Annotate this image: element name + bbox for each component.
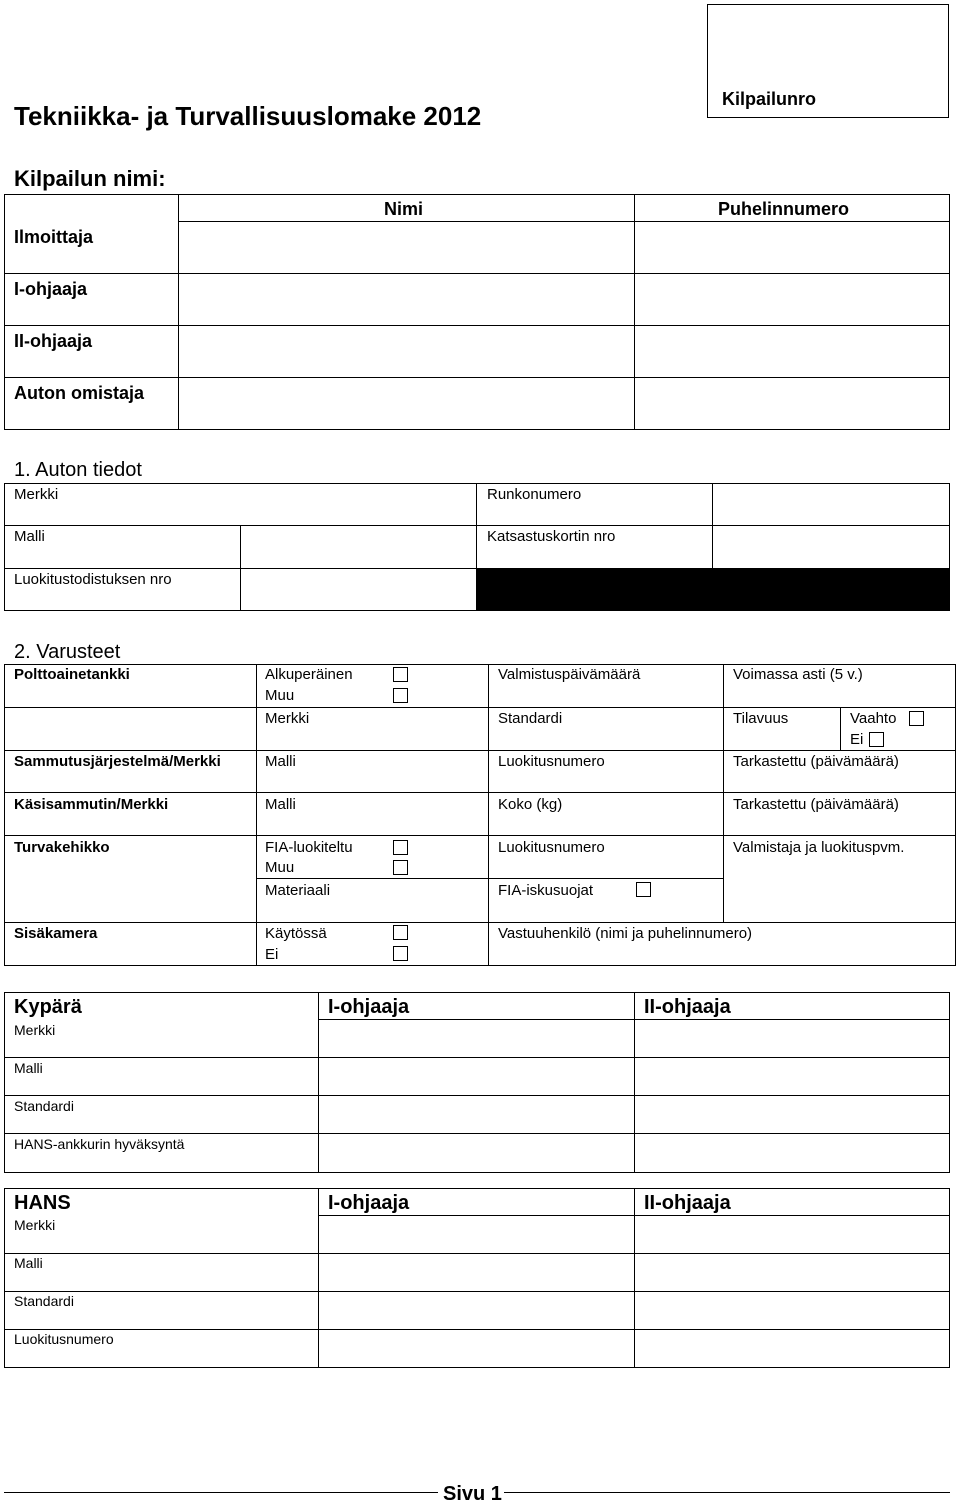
helmet-heading: Kypärä	[14, 996, 82, 1018]
fuel-tank-volume-label: Tilavuus	[733, 710, 789, 727]
hans-driver-header: I-ohjaaja	[328, 1192, 410, 1214]
hans-row-label: Luokitusnumero	[14, 1331, 114, 1347]
helmet-row-label: Standardi	[14, 1098, 74, 1114]
page-title: Tekniikka- ja Turvallisuuslomake 2012	[14, 101, 482, 131]
extinguisher-system-label: Sammutusjärjestelmä/Merkki	[14, 753, 221, 770]
car-brand-label: Merkki	[14, 486, 59, 503]
car-homologation-label: Luokitustodistuksen nro	[14, 571, 172, 588]
footer-rule-left	[4, 1492, 438, 1493]
hand-extinguisher-checked-label: Tarkastettu (päivämäärä)	[733, 796, 899, 813]
hans-heading: HANS	[14, 1192, 71, 1214]
hans-row-label: Malli	[14, 1255, 43, 1271]
camera-in-use-label: Käytössä	[265, 925, 327, 942]
camera-no-label: Ei	[265, 946, 279, 963]
foam-label: Vaahto	[850, 710, 897, 727]
fuel-tank-other-checkbox[interactable]	[393, 688, 408, 703]
persons-col-phone: Puhelinnumero	[718, 199, 850, 219]
fuel-tank-label: Polttoainetankki	[14, 666, 130, 683]
foam-yes-checkbox[interactable]	[909, 711, 924, 726]
hand-extinguisher-label: Käsisammutin/Merkki	[14, 796, 169, 813]
car-inspection-label: Katsastuskortin nro	[487, 528, 616, 545]
race-name-label: Kilpailun nimi:	[14, 166, 166, 191]
foam-no-checkbox[interactable]	[869, 732, 884, 747]
fuel-tank-brand-label: Merkki	[265, 710, 310, 727]
manufacture-date-label: Valmistuspäivämäärä	[498, 666, 641, 683]
car-section-heading: 1. Auton tiedot	[14, 459, 142, 481]
persons-col-name: Nimi	[384, 199, 424, 219]
helmet-row-label: HANS-ankkurin hyväksyntä	[14, 1136, 185, 1152]
race-number-label: Kilpailunro	[722, 89, 816, 109]
hand-extinguisher-model-label: Malli	[265, 796, 296, 813]
fuel-tank-original-checkbox[interactable]	[393, 667, 408, 682]
extinguisher-system-homologation-label: Luokitusnumero	[498, 753, 605, 770]
roll-cage-manufacturer-label: Valmistaja ja luokituspvm.	[733, 839, 905, 856]
camera-in-use-checkbox[interactable]	[393, 925, 408, 940]
roll-cage-material-label: Materiaali	[265, 882, 331, 899]
foam-no-label: Ei	[850, 731, 864, 748]
roll-cage-label: Turvakehikko	[14, 839, 110, 856]
helmet-row-label: Merkki	[14, 1022, 56, 1038]
fia-padding-label: FIA-iskusuojat	[498, 882, 594, 899]
valid-until-label: Voimassa asti (5 v.)	[733, 666, 863, 683]
car-chassis-label: Runkonumero	[487, 486, 582, 503]
fuel-tank-other-label: Muu	[265, 687, 295, 704]
person-row-label: I-ohjaaja	[14, 279, 88, 299]
extinguisher-system-model-label: Malli	[265, 753, 296, 770]
helmet-driver-header: I-ohjaaja	[328, 996, 410, 1018]
hans-row-label: Standardi	[14, 1293, 74, 1309]
roll-cage-other-checkbox[interactable]	[393, 860, 408, 875]
roll-cage-homologation-label: Luokitusnumero	[498, 839, 605, 856]
fia-padding-checkbox[interactable]	[636, 882, 651, 897]
person-row-label: Ilmoittaja	[14, 227, 94, 247]
hand-extinguisher-size-label: Koko (kg)	[498, 796, 563, 813]
roll-cage-other-label: Muu	[265, 859, 295, 876]
camera-responsible-label: Vastuuhenkilö (nimi ja puhelinnumero)	[498, 925, 753, 942]
roll-cage-fia-checkbox[interactable]	[393, 840, 408, 855]
person-row-label: II-ohjaaja	[14, 331, 93, 351]
page-number: Sivu 1	[443, 1483, 502, 1505]
person-row-label: Auton omistaja	[14, 383, 145, 403]
hans-codriver-header: II-ohjaaja	[644, 1192, 731, 1214]
onboard-camera-label: Sisäkamera	[14, 925, 98, 942]
extinguisher-system-checked-label: Tarkastettu (päivämäärä)	[733, 753, 899, 770]
car-model-label: Malli	[14, 528, 45, 545]
fuel-tank-original-label: Alkuperäinen	[265, 666, 353, 683]
hans-row-label: Merkki	[14, 1217, 56, 1233]
blacked-out-cell	[476, 568, 950, 611]
fuel-tank-standard-label: Standardi	[498, 710, 563, 727]
equipment-section-heading: 2. Varusteet	[14, 641, 121, 663]
helmet-row-label: Malli	[14, 1060, 43, 1076]
roll-cage-fia-label: FIA-luokiteltu	[265, 839, 353, 856]
camera-no-checkbox[interactable]	[393, 946, 408, 961]
footer-rule-right	[504, 1492, 950, 1493]
helmet-codriver-header: II-ohjaaja	[644, 996, 731, 1018]
